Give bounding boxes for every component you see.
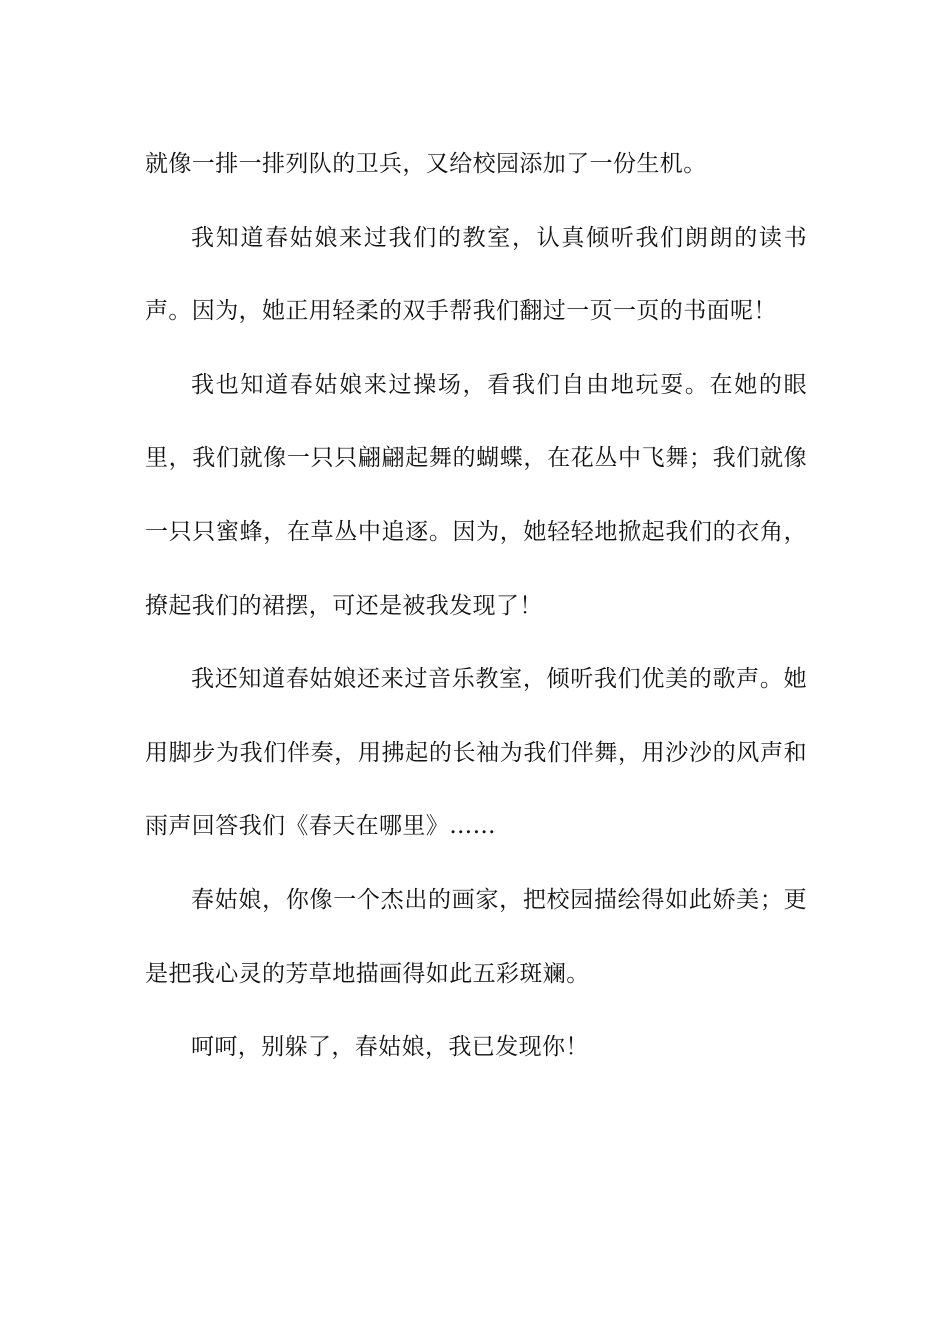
- paragraph-music-room: 我还知道春姑娘还来过音乐教室，倾听我们优美的歌声。她用脚步为我们伴奏，用拂起的长袖为我们伴舞，用沙沙的风声和雨声回答我们《春天在哪里》……: [145, 666, 807, 840]
- paragraph-playground: 我也知道春姑娘来过操场，看我们自由地玩耍。在她的眼里，我们就像一只只翩翩起舞的蝴蝶，在花丛中飞舞；我们就像一只只蜜蜂，在草丛中追逐。因为，她轻轻地掀起我们的衣角，撩起我们的裙摆，可还是被我发现了！: [145, 371, 807, 619]
- paragraph-closing: 呵呵，别躲了，春姑娘，我已发现你！: [191, 1034, 589, 1061]
- paragraph-continuation: 就像一排一排列队的卫兵，又给校园添加了一份生机。: [145, 151, 707, 177]
- document-body: [145, 128, 807, 1085]
- paragraph-classroom: 我知道春姑娘来过我们的教室，认真倾听我们朗朗的读书声。因为，她正用轻柔的双手帮我们翻过一页一页的书面呢！: [145, 224, 807, 325]
- paragraph-painter: 春姑娘，你像一个杰出的画家，把校园描绘得如此娇美；更是把我心灵的芳草地描画得如此五彩斑斓。: [145, 886, 807, 987]
